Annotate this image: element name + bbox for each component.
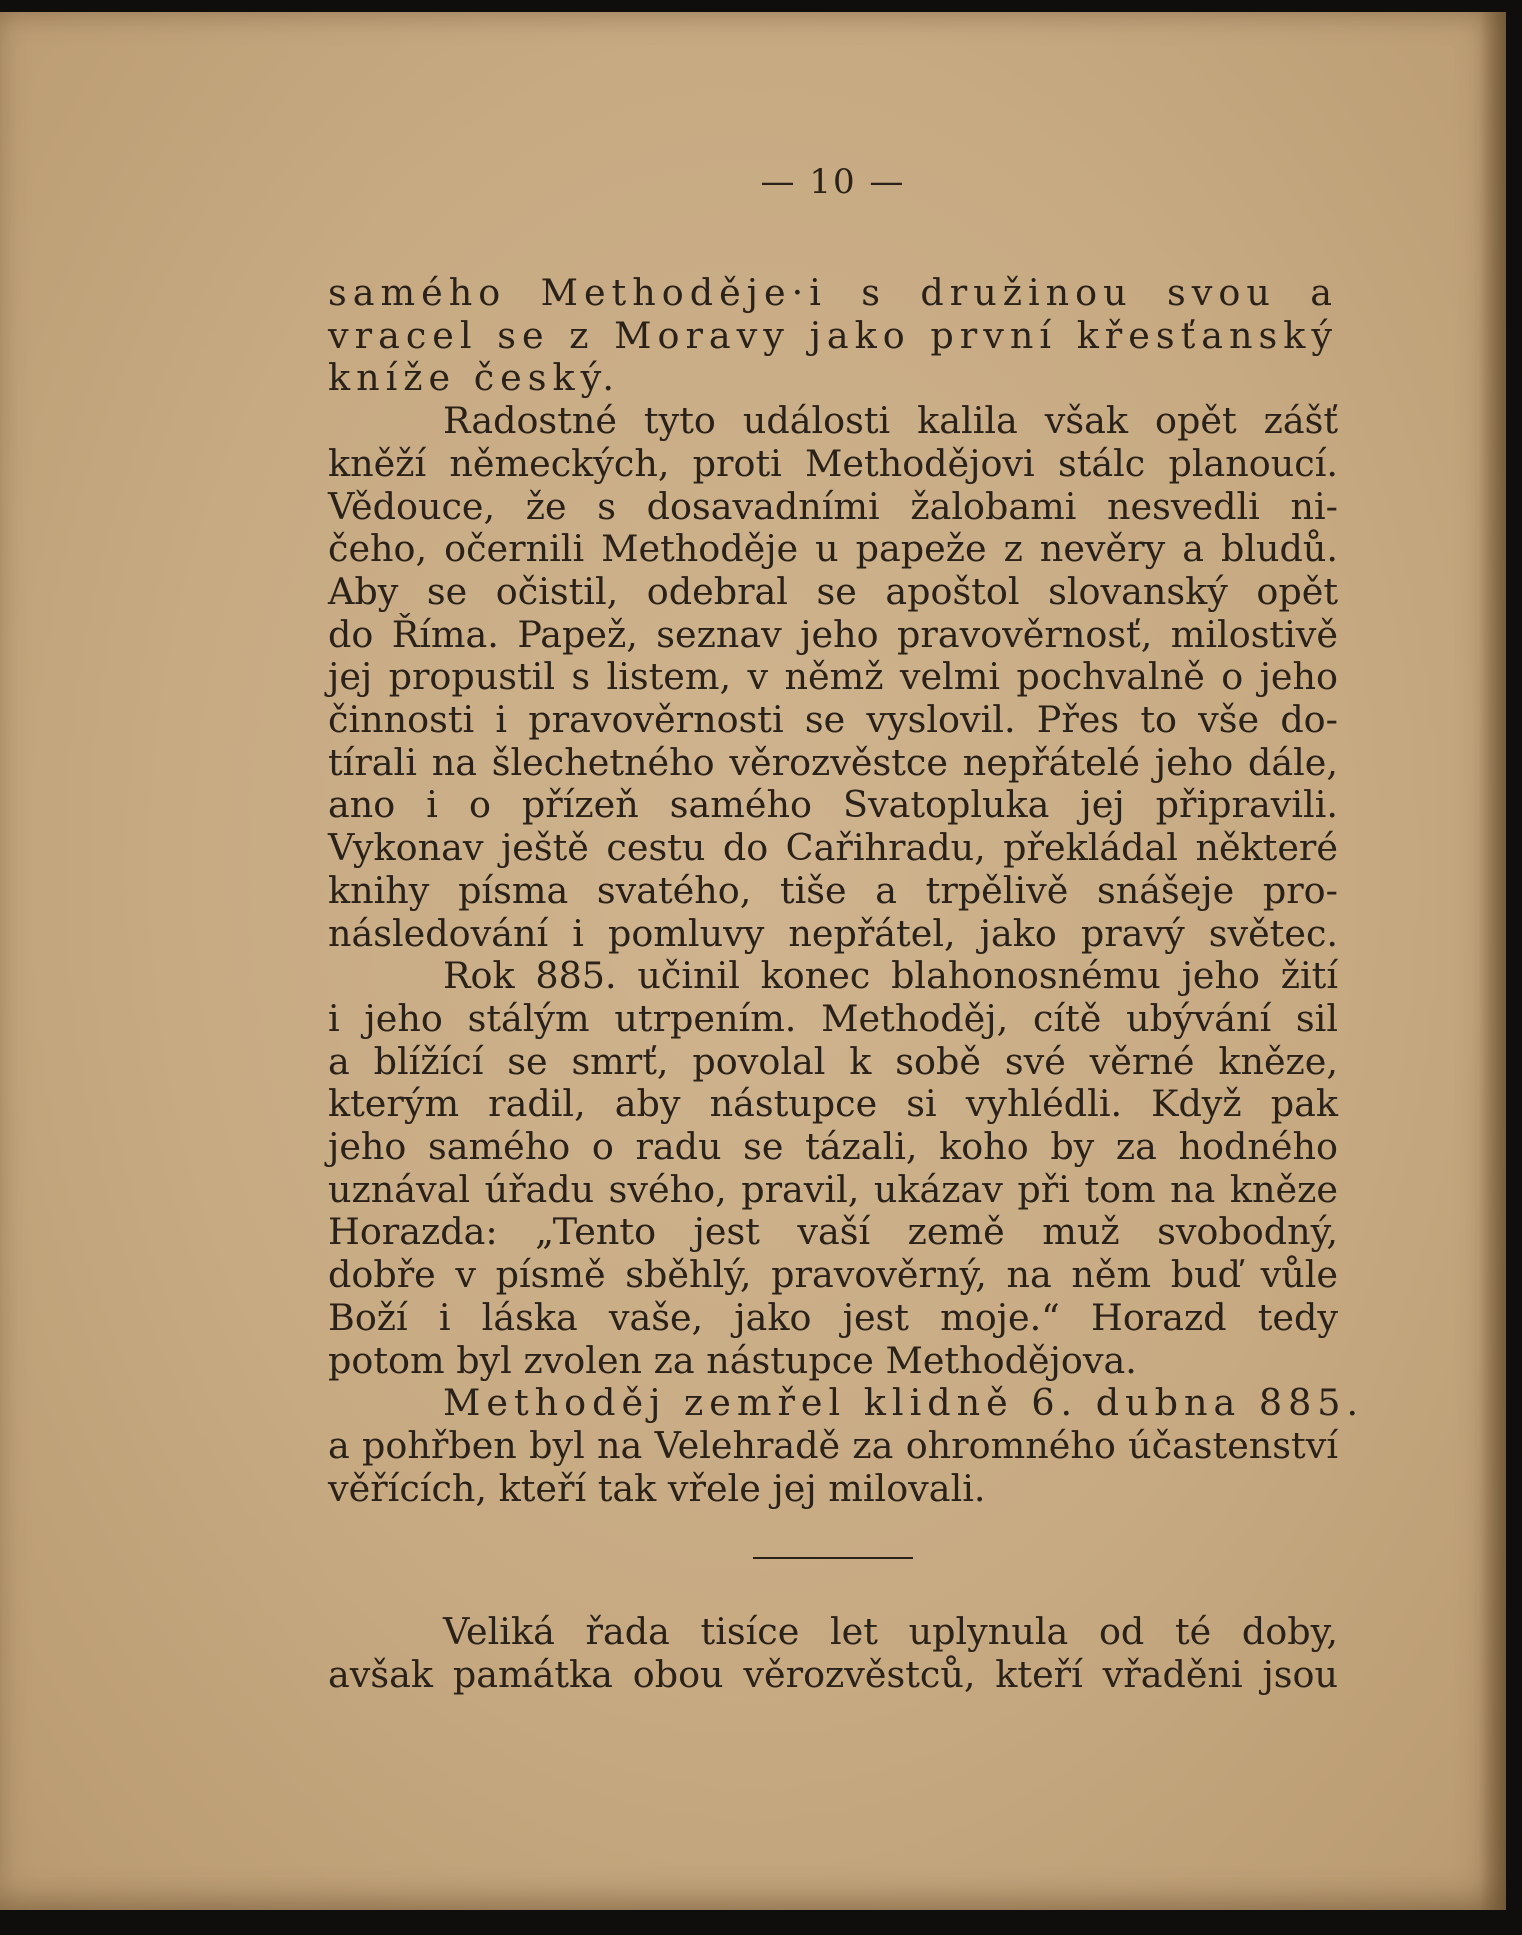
text-line: věřících, kteří tak vřele jej milovali. [328,1466,986,1510]
text-line: jeho samého o radu se tázali, koho by za hodného [328,1125,1338,1169]
text-line: do Říma. Papež, seznav jeho pravověrnosť, milostivě [328,612,1338,656]
text-line: Methoděj zemřel klidně 6. dubna 885. [443,1381,1365,1425]
text-line: knihy písma svatého, tiše a trpělivě snášeje pro- [328,868,1338,912]
text-line: kněží německých, proti Methodějovi stálc planoucí. [328,441,1338,485]
text-line: samého Methoděje·i s družinou svou a [328,271,1338,314]
text-line: Vědouce, že s dosavadními žalobami nesvedli ni- [328,484,1338,528]
text-line: a pohřben byl na Velehradě za ohromného účastenství [328,1423,1338,1467]
text-line: ano i o přízeň samého Svatopluka jej připravili. [328,783,1338,827]
text-line: čeho, očernili Methoděje u papeže z nevěry a bludů. [328,527,1338,571]
page-edge-shadow [1480,12,1506,1910]
text-line: potom byl zvolen za nástupce Methodějova. [328,1338,1137,1382]
text-line: vracel se z Moravy jako první křesťanský [328,313,1338,357]
text-line: a blížící se smrť, povolal k sobě své věrné kněze, [328,1039,1338,1083]
text-line: činnosti i pravověrnosti se vyslovil. Přes to vše do- [328,698,1338,742]
text-line: Aby se očistil, odebral se apoštol slovanský opět [328,569,1338,613]
paragraph-1 [328,272,1338,400]
book-page [0,12,1506,1910]
section-separator-rule [753,1557,913,1559]
page-content [328,162,1365,1697]
text-line: Boží i láska vaše, jako jest moje.“ Horazd tedy [328,1295,1338,1339]
text-line: Horazda: „Tento jest vaší země muž svobodný, [328,1210,1338,1254]
text-line: kterým radil, aby nástupce si vyhlédli. Když pak [328,1082,1338,1126]
text-line: Vykonav ještě cestu do Cařihradu, překládal některé [328,826,1338,870]
text-line: Rok 885. učinil konec blahonosnému jeho žití [443,954,1338,998]
text-line: následování i pomluvy nepřátel, jako pravý světec. [328,911,1338,955]
text-line: avšak památka obou věrozvěstců, kteří vřaděni jsou [328,1653,1338,1697]
text-line: Veliká řada tisíce let uplynula od té doby, [443,1610,1338,1654]
text-line: uznával úřadu svého, pravil, ukázav při tom na kněze [328,1167,1338,1211]
text-line: dobře v písmě sběhlý, pravověrný, na něm buď vůle [328,1253,1338,1297]
paragraph-4 [328,1381,1365,1510]
paragraph-3 [328,955,1338,1382]
text-line: kníže český. [328,356,620,400]
paragraph-5 [328,1611,1338,1696]
text-line: Radostné tyto události kalila však opět zášť [443,399,1338,443]
text-line: jej propustil s listem, v němž velmi pochvalně o jeho [328,655,1338,699]
paragraph-2 [328,400,1338,955]
text-line: i jeho stálým utrpením. Methoděj, cítě ubývání sil [328,996,1338,1040]
page-number: — 10 — [760,162,906,202]
text-line: tírali na šlechetného věrozvěstce nepřátelé jeho dále, [328,740,1338,784]
